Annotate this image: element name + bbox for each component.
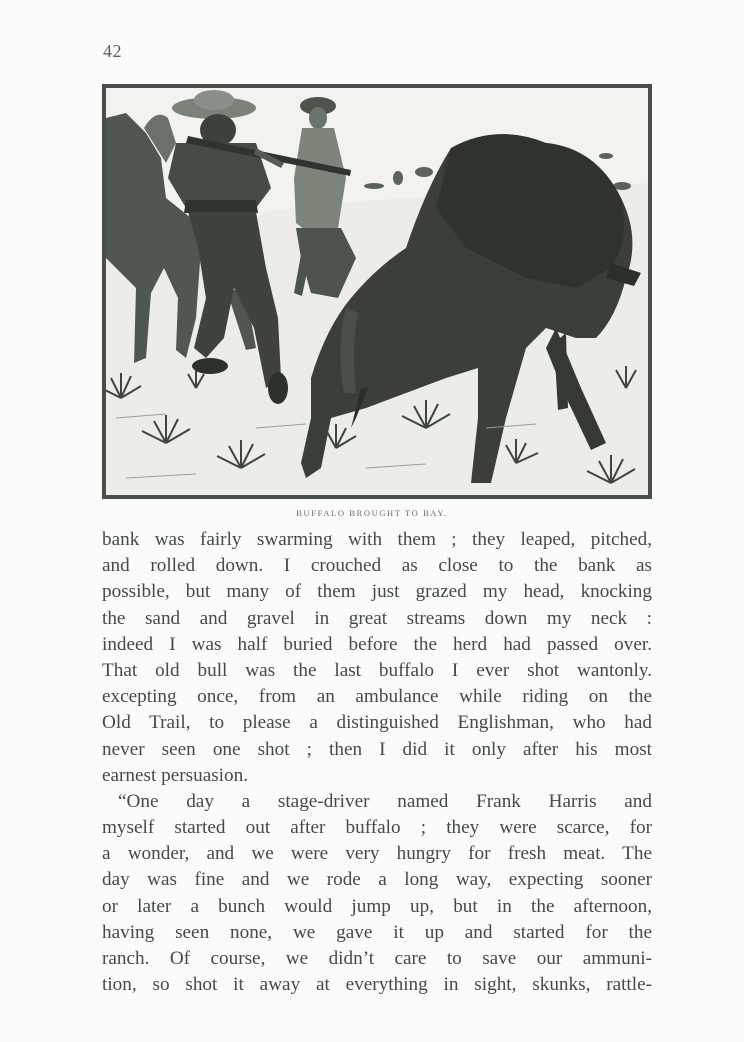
text-line: a wonder, and we were very hungry for fresh meat. The [102,843,652,865]
text-line: excepting once, from an ambulance while riding on the [102,686,652,708]
text-line: or later a bunch would jump up, but in the afternoon, [102,895,652,917]
paragraph-end-line: earnest persuasion. [102,764,248,786]
text-line: indeed I was half buried before the herd had passed over. [102,633,652,655]
page-number: 42 [103,41,122,61]
text-line: and rolled down. I crouched as close to the bank as [102,555,652,577]
body-text [102,527,652,998]
text-line: having seen none, we gave it up and started for the [102,921,652,943]
paragraph-start-line: “One day a stage-driver named Frank Harris and [118,790,652,812]
text-line: tion, so shot it away at everything in sight, skunks, rattle- [102,974,652,996]
engraving-image [106,88,648,495]
text-line: never seen one shot ; then I did it only after his most [102,738,652,760]
text-line: Old Trail, to please a distinguished Englishman, who had [102,712,652,734]
text-line: day was fine and we rode a long way, expecting sooner [102,869,652,891]
illustration-buffalo-brought-to-bay [102,84,652,499]
text-line: bank was fairly swarming with them ; they leaped, pitched, [102,529,652,550]
text-line: possible, but many of them just grazed my head, knocking [102,581,652,603]
text-line: That old bull was the last buffalo I ever shot wantonly. [102,659,652,681]
text-line: ranch. Of course, we didn’t care to save our ammuni- [102,948,652,969]
text-line: the sand and gravel in great streams down my neck : [102,607,652,629]
text-line: myself started out after buffalo ; they were scarce, for [102,817,652,839]
illustration-caption: BUFFALO BROUGHT TO BAY. [296,508,448,518]
